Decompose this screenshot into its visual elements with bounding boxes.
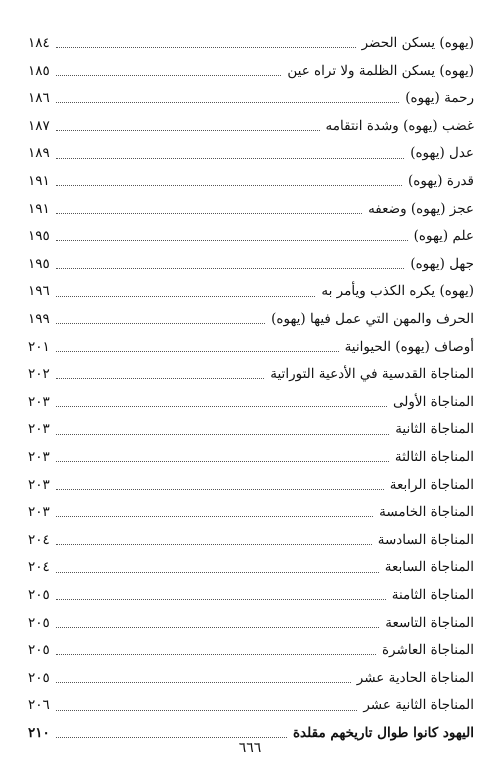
toc-entry-page: ١٨٧ [28, 117, 50, 134]
toc-entry-page: ٢٠٣ [28, 504, 50, 521]
toc-entry-title: غضب (يهوه) وشدة انتقامه [325, 117, 474, 134]
toc-entry-title: المناجاة العاشرة [381, 642, 474, 659]
toc-entry-title: المناجاة السابعة [384, 559, 474, 576]
toc-entry-page: ٢٠٦ [28, 697, 50, 714]
toc-entry-title: المناجاة الأولى [392, 393, 474, 410]
toc-entry-title: عجز (يهوه) وضعفه [368, 200, 474, 217]
dot-leader [56, 544, 372, 545]
toc-entry-page: ٢٠٥ [28, 614, 50, 631]
toc-entry [28, 196, 474, 224]
toc-entry-page: ١٩٦ [28, 283, 50, 300]
dot-leader [56, 627, 379, 628]
toc-entry [28, 609, 474, 637]
toc-entry [28, 168, 474, 196]
toc-entry-title: المناجاة الثانية عشر [363, 697, 474, 714]
dot-leader [56, 158, 404, 159]
dot-leader [56, 710, 357, 711]
page-number: ٦٦٦ [238, 740, 262, 756]
dot-leader [56, 406, 387, 407]
toc-entry [28, 416, 474, 444]
toc-entry-title: رحمة (يهوه) [405, 90, 474, 107]
toc-entry-page: ٢٠٢ [28, 366, 50, 383]
toc-entry [28, 389, 474, 417]
toc-entry [28, 58, 474, 86]
toc-entry-title: عدل (يهوه) [410, 145, 474, 162]
toc-entry [28, 637, 474, 665]
toc-entry [28, 582, 474, 610]
dot-leader [56, 75, 281, 76]
dot-leader [56, 213, 362, 214]
toc-entry [28, 444, 474, 472]
toc-entry-title: المناجاة التاسعة [385, 614, 474, 631]
toc-entry [28, 140, 474, 168]
toc-entry [28, 30, 474, 58]
toc-entry-title: (يهوه) يسكن الحضر [361, 35, 474, 52]
dot-leader [56, 130, 320, 131]
dot-leader [56, 268, 404, 269]
toc-entry-title: (يهوه) يكره الكذب ويأمر به [321, 283, 474, 300]
toc-entry [28, 665, 474, 693]
toc-entry [28, 334, 474, 362]
toc-entry [28, 361, 474, 389]
toc-entry-title: المناجاة الخامسة [379, 504, 474, 521]
toc-entry-page: ٢٠٣ [28, 393, 50, 410]
toc-entry-page: ١٨٦ [28, 90, 50, 107]
toc-entry-title: (يهوه) يسكن الظلمة ولا تراه عين [287, 62, 474, 79]
toc-entry-page: ٢٠٣ [28, 448, 50, 465]
dot-leader [56, 572, 379, 573]
toc-entry [28, 527, 474, 555]
toc-entry [28, 223, 474, 251]
toc-entry-title: الحرف والمهن التي عمل فيها (يهوه) [271, 310, 474, 327]
toc-entry-page: ٢٠٣ [28, 476, 50, 493]
toc-entry-title: قدرة (يهوه) [408, 173, 474, 190]
dot-leader [56, 737, 287, 738]
toc-entry-page: ٢٠٣ [28, 421, 50, 438]
toc-entry [28, 499, 474, 527]
toc-entry-title: علم (يهوه) [413, 228, 474, 245]
toc-entry-page: ١٨٩ [28, 145, 50, 162]
toc-entry-title: المناجاة السادسة [377, 531, 474, 548]
toc-entry-title: أوصاف (يهوه) الحيوانية [344, 338, 474, 355]
dot-leader [56, 378, 264, 379]
toc-entry-page: ٢٠١ [28, 338, 50, 355]
toc-entry-title: اليهود كانوا طوال تاريخهم مقلدة [292, 724, 474, 741]
toc-entry [28, 306, 474, 334]
toc-entry [28, 278, 474, 306]
toc-entry-page: ٢٠٥ [28, 669, 50, 686]
toc-entry [28, 113, 474, 141]
toc-entry-page: ٢١٠ [28, 724, 50, 741]
toc-entry-page: ٢٠٤ [28, 531, 50, 548]
toc-entry-page: ٢٠٤ [28, 559, 50, 576]
dot-leader [56, 185, 402, 186]
toc-entry-title: المناجاة الثالثة [394, 448, 474, 465]
toc-entry-page: ١٩٥ [28, 228, 50, 245]
dot-leader [56, 489, 384, 490]
dot-leader [56, 434, 389, 435]
toc-entry [28, 554, 474, 582]
dot-leader [56, 599, 386, 600]
dot-leader [56, 682, 351, 683]
toc-entry-title: المناجاة الثانية [395, 421, 474, 438]
toc-entry-title: المناجاة الحادية عشر [356, 669, 474, 686]
table-of-contents [28, 30, 474, 747]
dot-leader [56, 351, 339, 352]
toc-entry-page: ١٩٩ [28, 310, 50, 327]
dot-leader [56, 296, 315, 297]
dot-leader [56, 240, 408, 241]
toc-entry-page: ١٨٥ [28, 62, 50, 79]
toc-entry-title: المناجاة القدسية في الأدعية التوراتية [270, 366, 474, 383]
toc-entry-page: ٢٠٥ [28, 586, 50, 603]
dot-leader [56, 461, 389, 462]
toc-entry-page: ٢٠٥ [28, 642, 50, 659]
dot-leader [56, 323, 265, 324]
toc-entry-title: المناجاة الثامنة [391, 586, 474, 603]
toc-entry-page: ١٨٤ [28, 35, 50, 52]
dot-leader [56, 102, 399, 103]
toc-entry-page: ١٩١ [28, 173, 50, 190]
toc-entry-title: المناجاة الرابعة [389, 476, 474, 493]
toc-entry [28, 472, 474, 500]
toc-entry [28, 85, 474, 113]
toc-entry-page: ١٩١ [28, 200, 50, 217]
dot-leader [56, 516, 373, 517]
toc-entry-title: جهل (يهوه) [410, 255, 474, 272]
toc-entry-page: ١٩٥ [28, 255, 50, 272]
dot-leader [56, 654, 376, 655]
toc-entry [28, 251, 474, 279]
dot-leader [56, 47, 356, 48]
toc-entry [28, 692, 474, 720]
